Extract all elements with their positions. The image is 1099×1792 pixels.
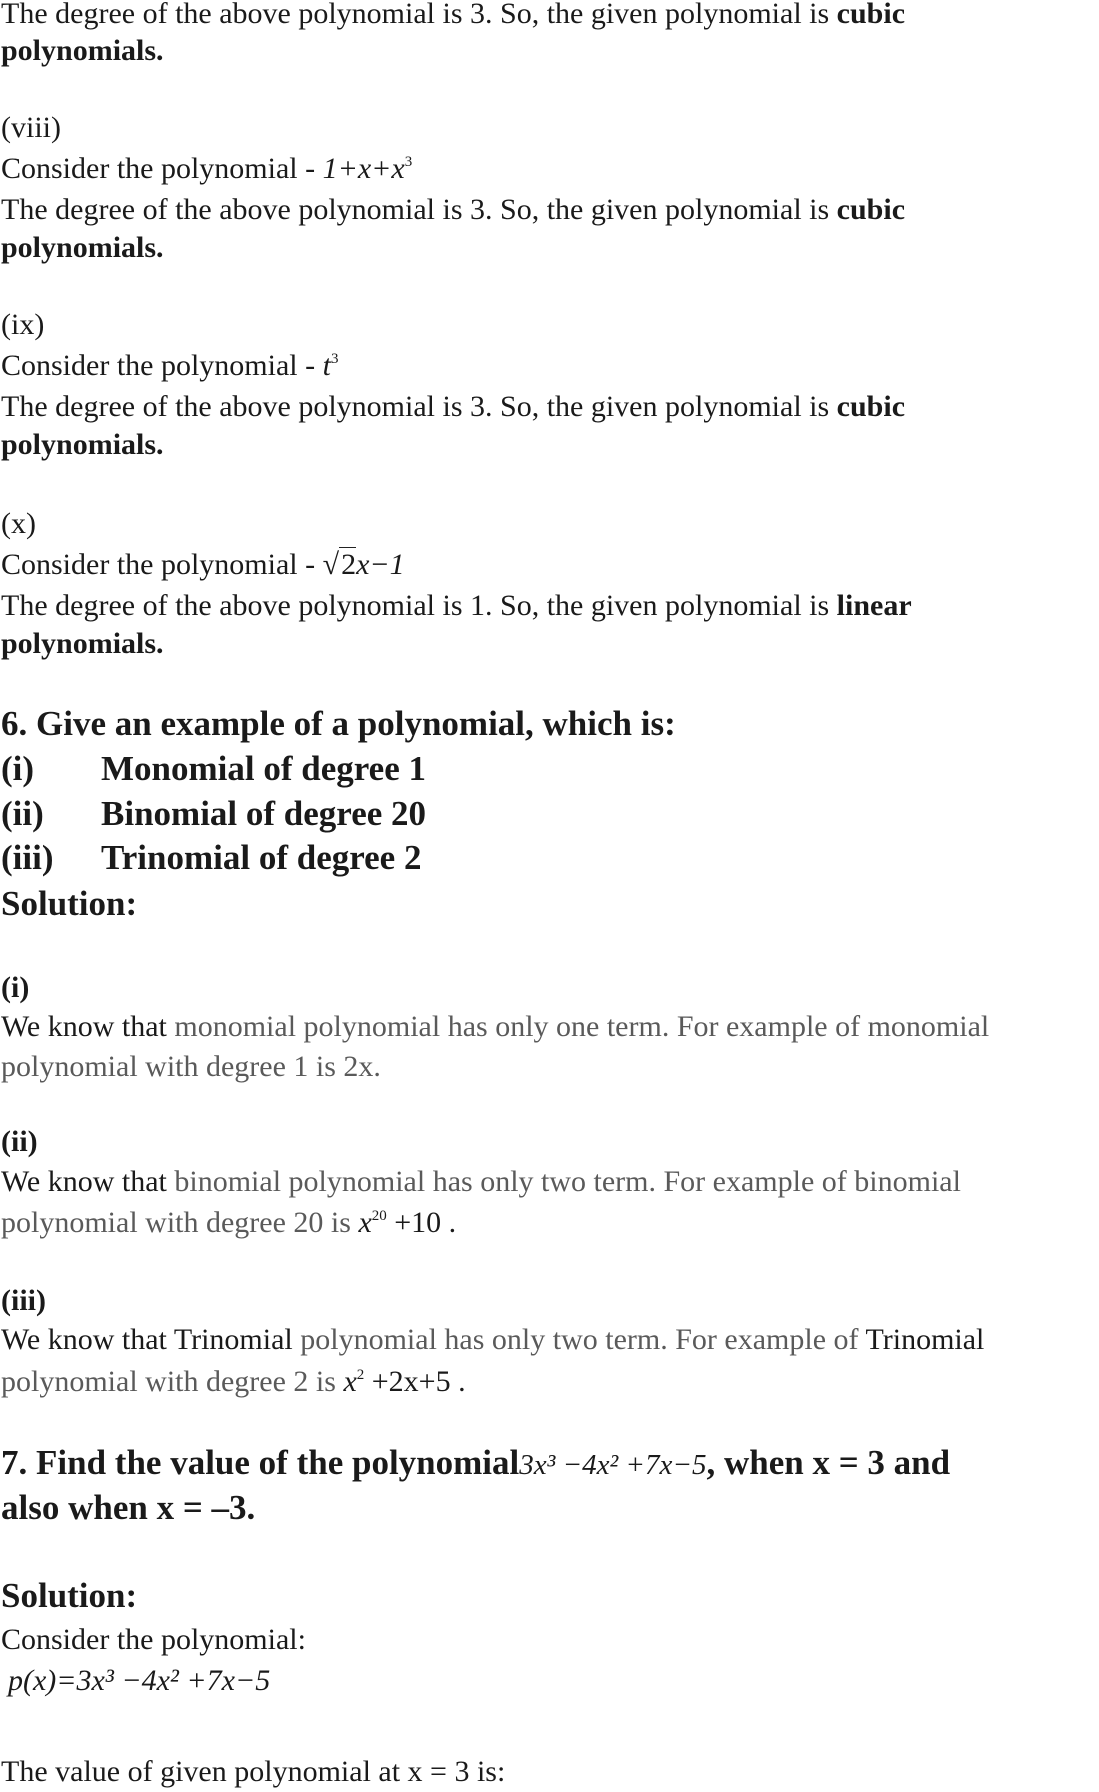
text: polynomial with degree 20 is — [1, 1206, 359, 1239]
answer-line — [1, 1203, 456, 1243]
polynomials-label: polynomials. — [1, 231, 164, 264]
polynomials-label: polynomials. — [1, 627, 164, 660]
polynomials-label: polynomials. — [1, 34, 164, 67]
consider-line — [1, 149, 412, 189]
bold-term: linear — [836, 589, 912, 622]
bold-term: cubic — [836, 193, 906, 226]
text: Consider the polynomial - — [1, 548, 323, 581]
item-text: Trinomial of degree 2 — [101, 838, 422, 877]
question-7-title-cont: also when x = –3. — [1, 1488, 256, 1527]
bold-term: cubic — [836, 390, 906, 423]
math-var: x — [358, 1206, 372, 1239]
sqrt-icon: √ — [322, 548, 340, 581]
text: polynomial has only two term. For example of — [300, 1323, 866, 1356]
exponent: 20 — [371, 1208, 387, 1224]
answer-line: polynomial with degree 1 is 2x. — [1, 1050, 381, 1083]
text: Consider the polynomial - — [1, 152, 323, 185]
text: Consider the polynomial - — [1, 349, 323, 382]
answer-line — [1, 1007, 989, 1047]
text: 7. Find the value of the polynomial — [1, 1443, 520, 1482]
answer-label: (ii) — [1, 1125, 38, 1158]
question-6-item — [1, 749, 426, 789]
math-expr: +2x+5 . — [364, 1365, 466, 1398]
text: The degree of the above polynomial is 3. So, the given polynomial is — [1, 193, 837, 226]
text: The degree of the above polynomial is 3. So, the given polynomial is — [1, 0, 837, 30]
text: We know that — [1, 1010, 175, 1043]
text: We know that — [1, 1165, 175, 1198]
degree-line — [1, 387, 905, 427]
consider-line — [1, 346, 338, 386]
consider-line: Consider the polynomial: — [1, 1623, 306, 1656]
item-number: (iii) — [1, 838, 54, 877]
part-label: (viii) — [1, 111, 61, 144]
text: Trinomial — [865, 1323, 985, 1356]
text: monomial polynomial has only one term. For example of monomial — [174, 1010, 990, 1043]
item-number: (ii) — [1, 794, 44, 833]
question-7-title — [1, 1443, 950, 1485]
polynomials-label: polynomials. — [1, 428, 164, 461]
math-expr: 3x³ −4x² +7x−5 — [519, 1449, 707, 1481]
exponent: 3 — [330, 351, 339, 367]
answer-label: (i) — [1, 971, 30, 1004]
bold-term: cubic — [836, 0, 906, 30]
math-expr: x−1 — [356, 548, 405, 581]
text: The degree of the above polynomial is 3. So, the given polynomial is — [1, 390, 837, 423]
text: The degree of the above polynomial is 1. So, the given polynomial is — [1, 589, 837, 622]
text: , when x = 3 and — [706, 1443, 951, 1482]
exponent: 2 — [356, 1367, 365, 1383]
math-expr: 1+x+x — [322, 152, 405, 185]
question-6-item — [1, 838, 421, 878]
radicand: 2 — [341, 548, 357, 581]
item-number: (i) — [1, 749, 35, 788]
answer-line — [1, 1362, 466, 1402]
question-6-title: 6. Give an example of a polynomial, which is: — [1, 704, 676, 743]
part-label: (x) — [1, 507, 36, 540]
value-line: The value of given polynomial at x = 3 is: — [1, 1755, 506, 1788]
text: We know that Trinomial — [1, 1323, 301, 1356]
math-expr: t — [322, 349, 331, 382]
text: binomial polynomial has only two term. For example of binomial — [174, 1165, 961, 1198]
answer-line — [1, 1320, 984, 1360]
degree-line — [1, 190, 905, 230]
answer-line — [1, 1162, 961, 1202]
math-var: x — [343, 1365, 357, 1398]
consider-line — [1, 545, 405, 585]
item-text: Monomial of degree 1 — [101, 749, 426, 788]
math-expr: +10 . — [386, 1206, 457, 1239]
degree-line — [1, 586, 912, 626]
text: polynomial with degree 2 is — [1, 1365, 344, 1398]
degree-line — [1, 0, 905, 34]
solution-heading: Solution: — [1, 1576, 138, 1615]
item-text: Binomial of degree 20 — [101, 794, 427, 833]
solution-heading: Solution: — [1, 884, 138, 923]
part-label: (ix) — [1, 308, 45, 341]
polynomial-definition: p(x)=3x³ −4x² +7x−5 — [8, 1664, 271, 1697]
exponent: 3 — [404, 154, 413, 170]
answer-label: (iii) — [1, 1284, 46, 1317]
question-6-item — [1, 794, 426, 834]
